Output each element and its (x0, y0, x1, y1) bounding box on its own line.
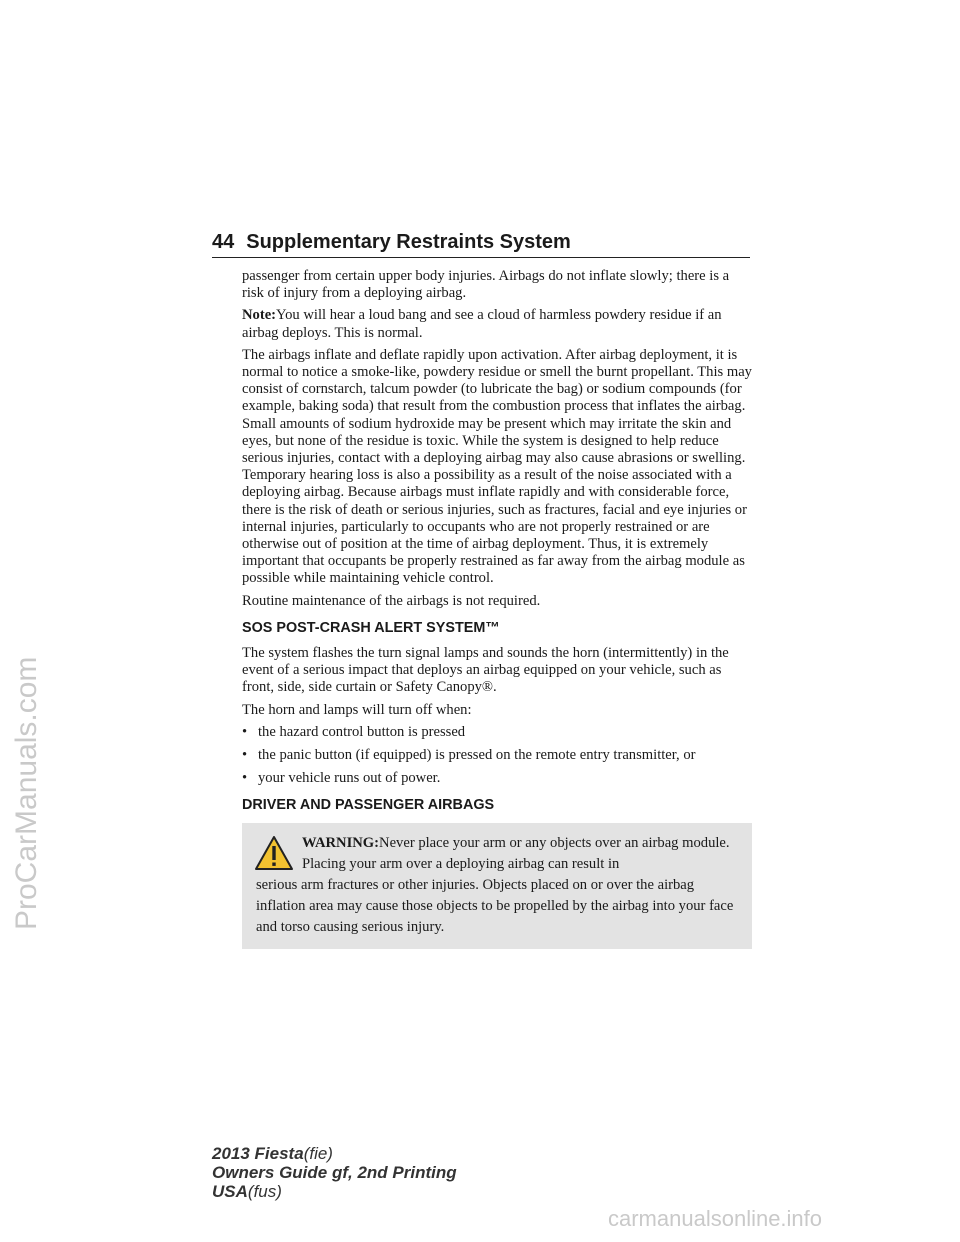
page-title: Supplementary Restraints System (246, 231, 571, 253)
page-content (242, 268, 752, 949)
side-watermark: ProCarManuals.com (10, 656, 43, 930)
page-footer (212, 1144, 457, 1201)
footer-model-code: (fie) (303, 1144, 333, 1163)
airbags-heading: DRIVER AND PASSENGER AIRBAGS (242, 797, 495, 814)
warning-first-body: Never place your arm or any objects over an airbag module. Placing your arm over a deploying airbag can result in (302, 834, 730, 872)
list-item (242, 724, 752, 741)
footer-line-1 (212, 1144, 457, 1163)
bullet-mark: • (242, 723, 248, 740)
list-item-text: the panic button (if equipped) is pressed on the remote entry transmitter, or (258, 747, 696, 764)
sos-paragraph-2: The horn and lamps will turn off when: (242, 701, 472, 718)
sos-paragraph-1: The system flashes the turn signal lamps and sounds the horn (intermittently) in the event of a serious impact that deploys an airbag equipped on your vehicle, such as front, side, side curtain or Safety Canopy®. (242, 645, 729, 696)
warning-triangle-icon (254, 835, 294, 871)
list-item-text: the hazard control button is pressed (258, 723, 466, 740)
list-item (242, 770, 752, 787)
footer-market: USA (212, 1182, 248, 1201)
warning-box (242, 823, 752, 949)
warning-first-line (244, 833, 738, 875)
sos-heading: SOS POST-CRASH ALERT SYSTEM™ (242, 619, 500, 636)
footer-line-2 (212, 1163, 457, 1182)
footer-model: 2013 Fiesta (212, 1144, 304, 1163)
body-paragraph-1: passenger from certain upper body injuries. Airbags do not inflate slowly; there is a risk of injury from a deploying airbag. (242, 268, 730, 302)
note-paragraph (242, 307, 752, 341)
list-item-text: your vehicle runs out of power. (258, 770, 441, 787)
footer-market-code: (fus) (247, 1182, 282, 1201)
note-label: Note: (242, 307, 277, 324)
body-paragraph-2: The airbags inflate and deflate rapidly upon activation. After airbag deployment, it is normal to notice a smoke-like, powdery residue or smell the burnt propellant. This may consist of cornstarch, talcum powder (to lubricate the bag) or sodium compounds (for example, baking soda) that result from the combustion process that inflates the airbag. Small amounts of sodium hydroxide may be present which may irritate the skin and eyes, but none of the residue is toxic. While the system is designed to help reduce serious injuries, contact with a deploying airbag may also cause abrasions or swelling. Temporary hearing loss is also a possibility as a result of the noise associated with a deploying airbag. Because airbags must inflate rapidly and with considerable force, there is the risk of death or serious injuries, such as fractures, facial and eye injuries or internal injuries, particularly to occupants who are not properly restrained or are otherwise out of position at the time of airbag deployment. Thus, it is extremely important that occupants be properly restrained as far away from the airbag module as possible while maintaining vehicle control. (242, 346, 752, 587)
bottom-watermark: carmanualsonline.info (608, 1206, 823, 1231)
bullet-mark: • (242, 770, 248, 787)
warning-label: WARNING: (302, 834, 380, 851)
bullet-mark: • (242, 747, 248, 764)
list-item (242, 747, 752, 764)
note-text: You will hear a loud bang and see a cloud of harmless powdery residue if an airbag deploys. This is normal. (242, 307, 722, 341)
warning-continuation: serious arm fractures or other injuries. Objects placed on or over the airbag inflation area may cause those objects to be propelled by the airbag into your face and torso causing serious injury. (256, 876, 734, 935)
footer-line-3 (212, 1182, 457, 1201)
body-paragraph-3: Routine maintenance of the airbags is not required. (242, 592, 541, 609)
warning-first-text (302, 833, 738, 875)
page-header (212, 231, 750, 258)
page-number: 44 (212, 231, 235, 253)
footer-guide: Owners Guide gf, 2nd Printing (212, 1163, 457, 1182)
